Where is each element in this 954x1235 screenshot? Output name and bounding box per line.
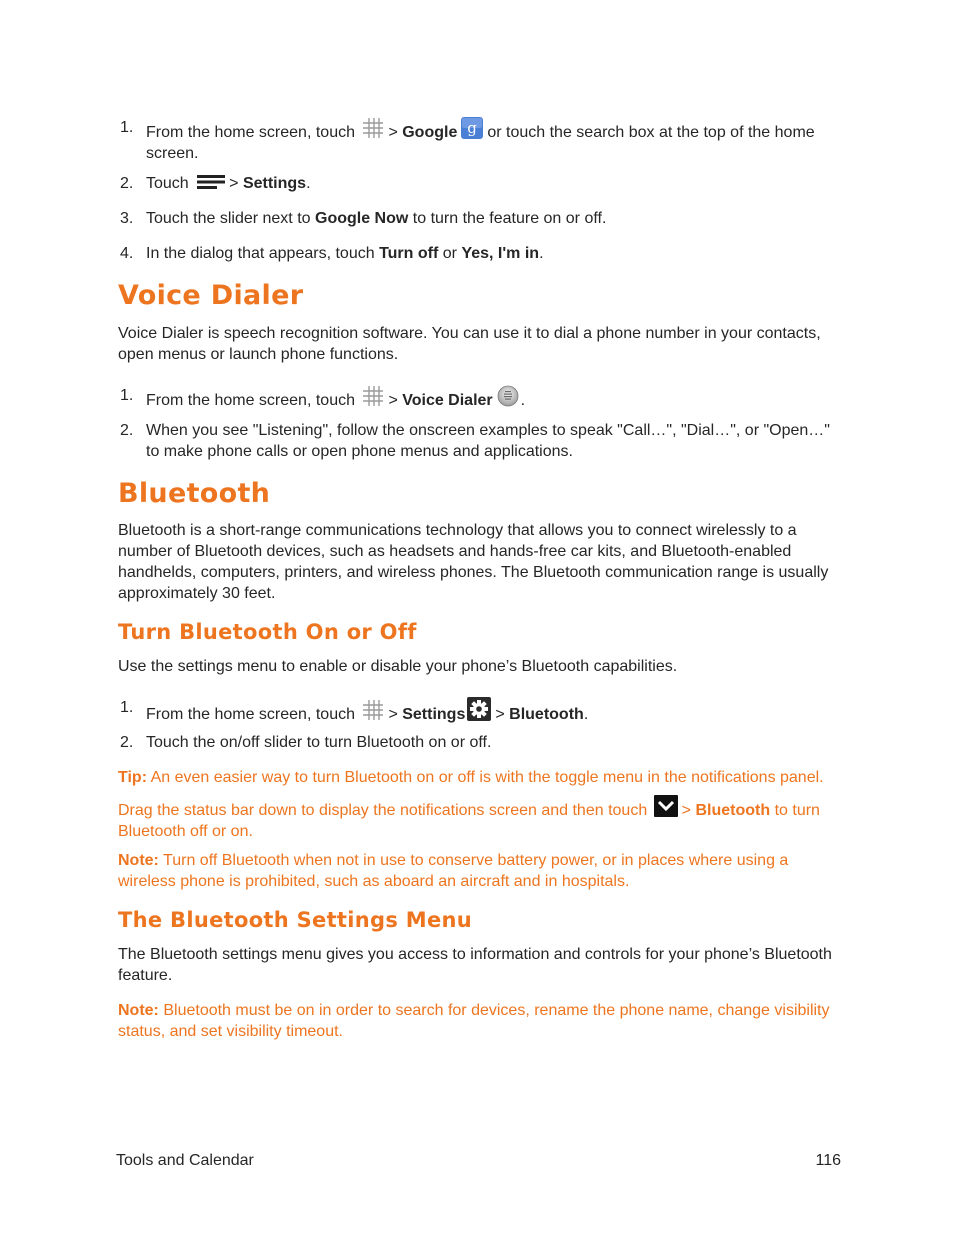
separator: >	[229, 175, 239, 192]
separator: >	[495, 706, 505, 723]
menu-icon	[197, 175, 225, 189]
footer-page-number: 116	[815, 1152, 841, 1169]
step-bold: Google	[402, 124, 458, 141]
step-text: .	[539, 245, 544, 262]
separator: >	[388, 706, 398, 723]
separator: >	[388, 124, 398, 141]
apps-grid-icon	[362, 385, 384, 407]
step-number: 4.	[120, 245, 134, 262]
step-number: 1.	[120, 119, 134, 136]
step-bold: Settings	[402, 706, 466, 723]
step-number: 2.	[120, 175, 134, 192]
note-text: Bluetooth must be on in order to search for devices, rename the phone name, change visibility status, and set visibility timeout.	[118, 1002, 830, 1040]
tip-label: Tip:	[118, 769, 148, 786]
settings-menu-intro: The Bluetooth settings menu gives you access to information and controls for your phone’s Bluetooth feature.	[118, 946, 832, 984]
settings-gear-icon	[467, 697, 491, 721]
step-text: Touch the on/off slider to turn Bluetooth on or off.	[146, 734, 492, 751]
google-search-icon	[461, 117, 483, 139]
step-text: or	[442, 245, 457, 262]
step-text: or touch the search box at the top of the home screen.	[146, 124, 815, 162]
step-bold: Google Now	[315, 210, 409, 227]
tip-paragraph	[118, 767, 842, 788]
turn-bluetooth-heading: Turn Bluetooth On or Off	[118, 620, 417, 644]
apps-grid-icon	[362, 699, 384, 721]
step-number: 3.	[120, 210, 134, 227]
voice-dialer-icon	[497, 385, 519, 407]
step-bold: Settings	[242, 175, 307, 192]
apps-grid-icon	[362, 117, 384, 139]
step-text: Touch the slider next to	[146, 210, 311, 227]
step-text: to turn the feature on or off.	[412, 210, 607, 227]
tip-text: An even easier way to turn Bluetooth on or off is with the toggle menu in the notifications panel.	[150, 769, 824, 786]
step-text: When you see "Listening", follow the onscreen examples to speak "Call…", "Dial…", or "Open…" to make phone calls or open phone menus and applications.	[146, 422, 830, 460]
step-bold: Yes, I'm in	[461, 245, 540, 262]
step-text: In the dialog that appears, touch	[146, 245, 375, 262]
svg-text:g: g	[467, 119, 478, 137]
step-number: 2.	[120, 422, 134, 439]
step-text: From the home screen, touch	[146, 706, 355, 723]
tip-text: Drag the status bar down to display the notifications screen and then touch	[118, 802, 648, 819]
tip-bold: Bluetooth	[695, 802, 771, 819]
step-text: .	[583, 706, 589, 723]
tip-text: to turn Bluetooth off or on.	[118, 802, 820, 840]
step-text: From the home screen, touch	[146, 392, 355, 409]
note-label: Note:	[118, 1002, 159, 1019]
bluetooth-intro: Bluetooth is a short-range communications technology that allows you to connect wirelessly to a number of Bluetooth devices, such as headsets and hands-free car kits, and Bluetooth-enabled handhelds, computers, printers, and wireless phones. The Bluetooth communication range is usually approximately 30 feet.	[118, 522, 829, 602]
separator: >	[388, 392, 398, 409]
step-text: .	[520, 392, 526, 409]
separator: >	[681, 802, 692, 819]
voice-dialer-intro: Voice Dialer is speech recognition software. You can use it to dial a phone number in your contacts, open menus or launch phone functions.	[118, 325, 821, 363]
note-label: Note:	[118, 852, 159, 869]
footer-section: Tools and Calendar	[116, 1152, 254, 1169]
step-text: Touch	[146, 175, 189, 192]
note-text: Turn off Bluetooth when not in use to conserve battery power, or in places where using a wireless phone is prohibited, such as aboard an aircraft and in hospitals.	[118, 852, 789, 890]
tip-continuation	[118, 795, 842, 842]
voice-dialer-heading: Voice Dialer	[118, 280, 304, 311]
step-bold: Voice Dialer	[402, 392, 493, 409]
step-text: .	[306, 175, 311, 192]
note-paragraph	[118, 850, 842, 892]
turn-bluetooth-intro: Use the settings menu to enable or disable your phone’s Bluetooth capabilities.	[118, 658, 678, 675]
step-text: From the home screen, touch	[146, 124, 355, 141]
step-bold: Turn off	[379, 245, 439, 262]
settings-menu-heading: The Bluetooth Settings Menu	[118, 908, 472, 932]
step-bold: Bluetooth	[509, 706, 584, 723]
step-number: 1.	[120, 387, 134, 404]
step-number: 2.	[120, 734, 134, 751]
settings-menu-note	[118, 1000, 842, 1042]
step-number: 1.	[120, 699, 134, 716]
bluetooth-heading: Bluetooth	[118, 478, 271, 509]
toggle-menu-chevron-icon	[654, 795, 678, 817]
